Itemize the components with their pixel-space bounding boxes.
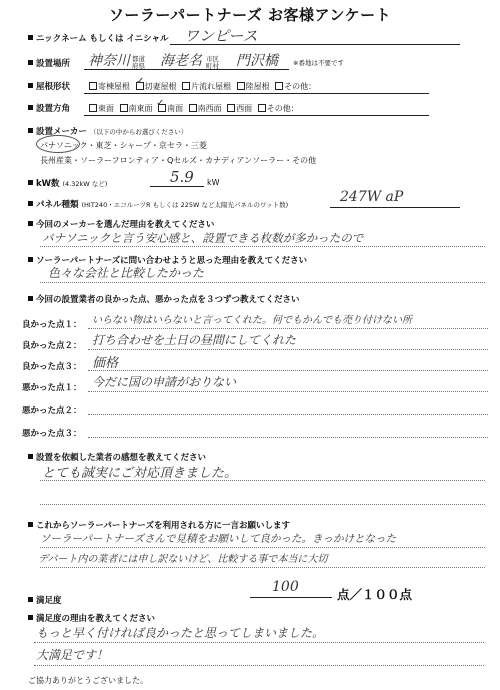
roof-option-1[interactable]: 寄棟屋根 [86,82,130,91]
checkbox-icon [120,104,128,112]
answer-line [88,349,488,350]
direction-option-3[interactable]: 南面 [155,104,183,113]
good-point-1-answer: いらない物はいらないと言ってくれた。何でもかんでも売り付けない所 [92,315,412,326]
page-title: ソーラーパートナーズ お客様アンケート [108,6,392,24]
maker-option-panasonic[interactable]: パナソニック [40,141,88,150]
bullet-icon [28,221,33,226]
checkbox-icon [89,104,97,112]
answer-line [88,414,488,415]
bullet-icon [28,201,33,206]
direction-check-icon: ✓ [156,98,165,109]
bad-point-3-label: 悪かった点３： [22,429,82,439]
good-point-2-label: 良かった点２： [22,341,82,351]
location-underline [84,69,289,70]
answer-line [88,391,488,392]
direction-option-4[interactable]: 南西面 [186,104,222,113]
message-answer-2: デパート内の業者には申し訳ないけど、比較する事で本当に大切 [38,554,328,565]
checkbox-icon [182,82,190,90]
location-label: 設置場所 [28,57,70,69]
bullet-icon [28,597,33,602]
impression-answer: とても誠実にご対応頂きました。 [42,466,238,481]
footer-text: ご協力ありがとうございました。 [28,676,148,685]
installer-label: 今回の設置業者の良かった点、悪かった点を３つずつ教えてください [28,293,300,305]
bullet-icon [28,60,33,65]
answer-line [40,282,485,283]
maker-row-1: パナソニック・東芝・シャープ・京セラ・三菱 [40,141,207,150]
impression-label: 設置を依頼した業者の感想を教えてください [28,451,206,463]
answer-line [40,567,485,568]
maker-label: 設置メーカー （以下の中からお選びください） [28,125,187,137]
roof-underline [84,93,429,94]
bad-point-2-label: 悪かった点２： [22,406,82,416]
bullet-icon [28,83,33,88]
direction-option-1[interactable]: 東面 [86,104,114,113]
kw-unit: kW [207,178,220,187]
bullet-icon [28,128,33,133]
direction-label: 設置方角 [28,102,70,114]
maker-reason-label: 今回のメーカーを選んだ理由を教えてください [28,218,214,230]
answer-line [88,328,488,329]
checkbox-icon [227,104,235,112]
message-label: これからソーラーパートナーズを利用される方に一言お願いします [28,519,290,531]
answer-line [40,480,485,481]
bullet-icon [28,257,33,262]
direction-options [86,103,299,114]
nickname-underline [170,44,460,45]
prefecture-unit: 都道府県 [132,55,145,70]
satisfaction-reason-label: 満足度の理由を教えてください [28,612,155,624]
roof-options [86,81,316,92]
satisfaction-underline [250,597,332,598]
checkbox-icon [189,104,197,112]
satisfaction-reason-answer-1: もっと早く付ければ良かったと思ってしまいました。 [36,626,325,640]
answer-line [88,437,488,438]
roof-option-4[interactable]: 陸屋根 [234,82,270,91]
answer-line [34,665,484,666]
bullet-icon [28,615,33,620]
bad-point-1-label: 悪かった点１： [22,383,82,393]
bullet-icon [28,296,33,301]
message-answer-1: ソーラーパートナーズさんで見積をお願いして良かった。きっかけとなった [40,533,396,545]
checkbox-icon [237,82,245,90]
maker-circle-mark [36,135,80,153]
kw-label: kW数 (4.32kW など) [28,177,107,189]
direction-option-5[interactable]: 西面 [224,104,252,113]
answer-line [34,642,484,643]
bullet-icon [28,522,33,527]
direction-option-6[interactable]: その他： [255,104,299,113]
good-point-3-answer: 価格 [92,356,119,371]
bad-point-1-answer: 今だに国の申請がおりない [92,375,237,389]
answer-line [88,370,488,371]
kw-underline [150,186,204,187]
satisfaction-reason-answer-2: 大満足です！ [36,648,109,662]
maker-reason-answer: パナソニックと言う安心感と、設置できる枚数が多かったので [42,231,364,245]
location-note: ※番地は不要です [293,59,344,67]
bullet-icon [28,105,33,110]
roof-option-5[interactable]: その他： [272,82,316,91]
nickname-value: ワンピース [184,27,258,45]
checkbox-icon [89,82,97,90]
direction-option-2[interactable]: 南東面 [117,104,153,113]
bullet-icon [28,180,33,185]
answer-line [40,504,485,505]
location-city: 海老名 [160,53,202,69]
checkbox-icon [275,82,283,90]
satisfaction-value: 100 [272,579,299,595]
bullet-icon [28,35,33,40]
panel-label: パネル種類 (HIT240・エコルーツR もしくは 225W など太陽光パネルのワット数) [28,198,288,210]
satisfaction-label: 満足度 [28,594,62,606]
roof-label: 屋根形状 [28,80,70,92]
panel-value: 247W aP [340,189,404,205]
inquiry-answer: 色々な会社と比較したかった [48,266,205,280]
location-prefecture: 神奈川 [88,53,130,69]
city-unit: 市区町村 [206,55,219,70]
inquiry-label: ソーラーパートナーズに問い合わせようと思った理由を教えてください [28,254,307,266]
roof-option-2[interactable]: 切妻屋根 [133,82,177,91]
answer-line [40,246,485,247]
good-point-2-answer: 打ち合わせを土日の昼間にしてくれた [92,333,297,347]
bullet-icon [28,454,33,459]
good-point-3-label: 良かった点３： [22,362,82,372]
answer-line [40,547,485,548]
maker-row-2: 長州産業・ソーラーフロンティア・Qセルズ・カナディアンソーラー・その他 [40,156,317,165]
roof-check-icon: ✓ [136,76,145,87]
checkbox-icon [258,104,266,112]
kw-value: 5.9 [170,168,194,186]
nickname-label: ニックネーム もしくは イニシャル [28,32,169,44]
location-town: 門沢橋 [236,53,278,69]
roof-option-3[interactable]: 片流れ屋根 [179,82,231,91]
satisfaction-suffix: 点／１００点 [337,587,413,602]
good-point-1-label: 良かった点１： [22,320,82,330]
direction-underline [84,115,429,116]
panel-underline [330,207,460,208]
